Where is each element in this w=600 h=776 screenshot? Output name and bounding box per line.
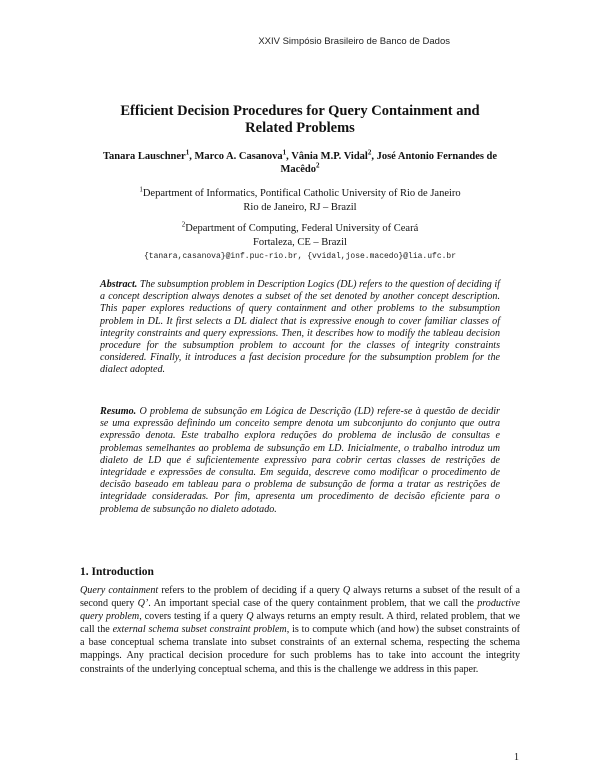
- abstract-label: Abstract.: [100, 279, 138, 290]
- resumo-label: Resumo.: [100, 406, 137, 417]
- affiliation-2: [90, 222, 510, 250]
- section-heading: 1. Introduction: [80, 566, 154, 578]
- affiliation-1-line-2: Rio de Janeiro, RJ – Brazil: [243, 202, 357, 213]
- body-text-run: always returns an empty result. A third, related problem, that we call the: [80, 611, 520, 636]
- emphasis-text: external schema subset constraint problem: [112, 624, 287, 636]
- title-line-2: Related Problems: [245, 120, 355, 136]
- introduction-paragraph: [80, 584, 520, 676]
- resumo-text: O problema de subsunção em Lógica de Descrição (LD) refere-se à questão de decidir se uma expressão definindo um conceito sempre denota um subconjunto do conjunto que outra expressão denota. Este trabalho explora reduções do problema de inclusão de consultas e problemas semelhantes ao problema de subsunção em LD. Inicialmente, o trabalho introduz um dialeto de LD que é suficientemente expressivo para cobrir certas classes de restrições de integridade e expressões de consulta. Em seguida, descreve como modificar o procedimento de decisão baseado em tableau para o problema de subsunção de forma a tratar as restrições de integridade consideradas. Por fim, apresenta um procedimento de decisão eficiente para o problema de subsunção no dialeto adotado.: [100, 406, 500, 515]
- page-number: 1: [514, 752, 519, 763]
- author-emails: {tanara,casanova}@inf.puc-rio.br, {vvidal,jose.macedo}@lia.ufc.br: [143, 252, 457, 261]
- emphasis-text: Query containment: [80, 585, 159, 596]
- affiliation-1-line-1: $^1$Department of Informatics, Pontifical Catholic University of Rio de Janeiro: [139, 185, 461, 199]
- author-name: Vânia M.P. Vidal$^2$: [291, 148, 372, 162]
- author-name: Marco A. Casanova$^1$: [194, 148, 287, 162]
- body-text-run: , is to compute which (and how) the subset constraints of a base conceptual schema translate into subset constraints of an external schema, respecting the schema mappings. Any practical decision procedure for such problems has to take into account the integrity constraints of the underlying conceptual schema, and this is the challenge we address in this paper.: [80, 624, 521, 675]
- emphasis-text: productive query problem: [80, 598, 520, 623]
- abstract-en: [100, 279, 500, 377]
- paper-title: [80, 103, 520, 137]
- abstract-pt: [100, 406, 500, 516]
- affiliation-2-line-2: Fortaleza, CE – Brazil: [253, 237, 347, 248]
- author-list: Tanara Lauschner$^1$, Marco A. Casanova$^1$, Vânia M.P. Vidal$^2$, José Antonio Fernandes de Macêdo$^2$: [102, 148, 498, 175]
- body-text-run: . An important special case of the query containment problem, that we call the: [148, 598, 478, 610]
- body-text-run: always returns a subset of the result of a second query: [80, 585, 520, 610]
- running-header: XXIV Simpósio Brasileiro de Banco de Dados: [258, 36, 450, 47]
- abstract-text: The subsumption problem in Description Logics (DL) refers to the question of deciding if a concept description always denotes a subset of the set denoted by another concept description. This paper explores reductions of query containment and other problems to the subsumption problem in DL. It first selects a DL dialect that is expressive enough to cover familiar classes of integrity constraints and query expressions. Then, it describes how to modify the tableau decision procedure for the subsumption problem to account for the classes of integrity constraints considered. Finally, it introduces a fast decision procedure for the subsumption problem for the dialect adopted.: [100, 279, 500, 376]
- body-text-run: refers to the problem of deciding if a query: [158, 585, 343, 596]
- body-text-run: , covers testing if a query: [139, 611, 247, 623]
- emphasis-text: Q: [342, 585, 351, 596]
- affiliation-2-line-1: $^2$Department of Computing, Federal University of Ceará: [181, 220, 419, 234]
- title-line-1: Efficient Decision Procedures for Query Containment and: [120, 103, 480, 119]
- author-name: José Antonio Fernandes de Macêdo$^2$: [280, 151, 498, 175]
- author-name: Tanara Lauschner$^1$: [102, 148, 190, 162]
- emphasis-text: Q: [246, 611, 254, 623]
- emphasis-text: Q’: [137, 598, 149, 610]
- affiliation-1: [90, 187, 510, 215]
